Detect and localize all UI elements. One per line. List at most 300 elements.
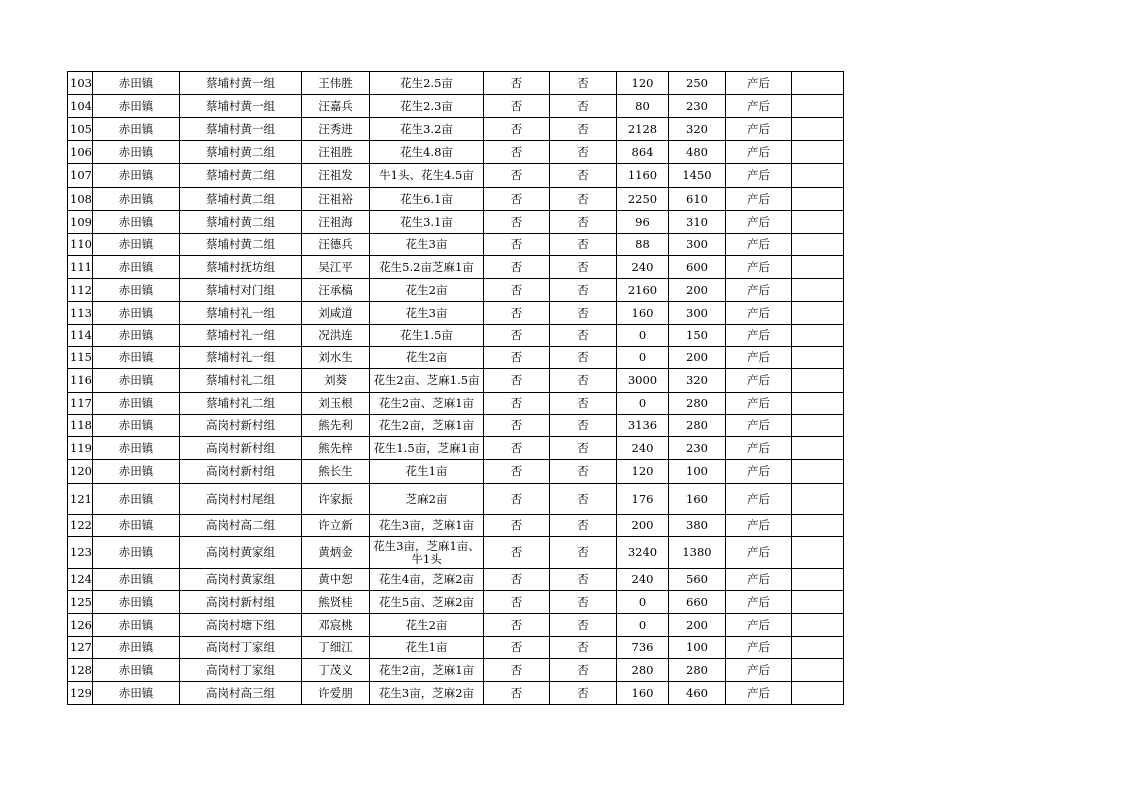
town-cell[interactable]: 赤田镇 [93,569,180,591]
note-cell[interactable] [792,614,844,637]
crops-cell[interactable]: 花生2亩，芝麻1亩 [370,659,484,682]
stage-cell[interactable]: 产后 [726,211,792,234]
village-group-cell[interactable]: 高岗村高三组 [180,682,302,705]
flag-cell-a[interactable]: 否 [484,415,550,437]
stage-cell[interactable]: 产后 [726,164,792,188]
note-cell[interactable] [792,437,844,460]
row-number[interactable]: 128 [68,659,93,682]
value-cell-b[interactable]: 200 [669,279,726,302]
value-cell-b[interactable]: 480 [669,141,726,164]
flag-cell-b[interactable]: 否 [550,188,617,211]
flag-cell-a[interactable]: 否 [484,256,550,279]
row-number[interactable]: 105 [68,118,93,141]
flag-cell-a[interactable]: 否 [484,484,550,515]
note-cell[interactable] [792,369,844,393]
note-cell[interactable] [792,279,844,302]
value-cell-a[interactable]: 2128 [617,118,669,141]
stage-cell[interactable]: 产后 [726,393,792,415]
village-group-cell[interactable]: 蔡埔村黄二组 [180,211,302,234]
value-cell-a[interactable]: 2160 [617,279,669,302]
village-group-cell[interactable]: 蔡埔村黄一组 [180,72,302,95]
crops-cell[interactable]: 花生2亩，芝麻1亩 [370,415,484,437]
flag-cell-b[interactable]: 否 [550,569,617,591]
value-cell-a[interactable]: 0 [617,347,669,369]
stage-cell[interactable]: 产后 [726,72,792,95]
flag-cell-a[interactable]: 否 [484,164,550,188]
name-cell[interactable]: 许爱朋 [302,682,370,705]
stage-cell[interactable]: 产后 [726,460,792,484]
village-group-cell[interactable]: 蔡埔村对门组 [180,279,302,302]
flag-cell-b[interactable]: 否 [550,614,617,637]
value-cell-b[interactable]: 1450 [669,164,726,188]
flag-cell-a[interactable]: 否 [484,682,550,705]
flag-cell-a[interactable]: 否 [484,72,550,95]
value-cell-a[interactable]: 120 [617,460,669,484]
row-number[interactable]: 110 [68,234,93,256]
note-cell[interactable] [792,460,844,484]
stage-cell[interactable]: 产后 [726,141,792,164]
value-cell-a[interactable]: 0 [617,614,669,637]
name-cell[interactable]: 刘水生 [302,347,370,369]
crops-cell[interactable]: 花生3.2亩 [370,118,484,141]
row-number[interactable]: 109 [68,211,93,234]
name-cell[interactable]: 刘咸道 [302,302,370,325]
town-cell[interactable]: 赤田镇 [93,141,180,164]
name-cell[interactable]: 汪祖胜 [302,141,370,164]
note-cell[interactable] [792,569,844,591]
town-cell[interactable]: 赤田镇 [93,591,180,614]
stage-cell[interactable]: 产后 [726,279,792,302]
crops-cell[interactable]: 花生1.5亩 [370,325,484,347]
note-cell[interactable] [792,164,844,188]
note-cell[interactable] [792,515,844,537]
village-group-cell[interactable]: 高岗村新村组 [180,591,302,614]
row-number[interactable]: 117 [68,393,93,415]
town-cell[interactable]: 赤田镇 [93,614,180,637]
row-number[interactable]: 108 [68,188,93,211]
name-cell[interactable]: 吴江平 [302,256,370,279]
value-cell-b[interactable]: 380 [669,515,726,537]
flag-cell-a[interactable]: 否 [484,659,550,682]
row-number[interactable]: 129 [68,682,93,705]
stage-cell[interactable]: 产后 [726,95,792,118]
town-cell[interactable]: 赤田镇 [93,325,180,347]
crops-cell[interactable]: 花生3亩 [370,302,484,325]
name-cell[interactable]: 丁茂义 [302,659,370,682]
flag-cell-a[interactable]: 否 [484,211,550,234]
flag-cell-a[interactable]: 否 [484,118,550,141]
value-cell-b[interactable]: 230 [669,95,726,118]
flag-cell-b[interactable]: 否 [550,460,617,484]
village-group-cell[interactable]: 蔡埔村黄一组 [180,95,302,118]
value-cell-b[interactable]: 300 [669,302,726,325]
stage-cell[interactable]: 产后 [726,614,792,637]
note-cell[interactable] [792,256,844,279]
crops-cell[interactable]: 花生2亩 [370,279,484,302]
value-cell-b[interactable]: 300 [669,234,726,256]
town-cell[interactable]: 赤田镇 [93,437,180,460]
value-cell-a[interactable]: 2250 [617,188,669,211]
flag-cell-a[interactable]: 否 [484,279,550,302]
value-cell-b[interactable]: 460 [669,682,726,705]
flag-cell-a[interactable]: 否 [484,569,550,591]
town-cell[interactable]: 赤田镇 [93,188,180,211]
name-cell[interactable]: 熊先利 [302,415,370,437]
value-cell-a[interactable]: 0 [617,591,669,614]
stage-cell[interactable]: 产后 [726,369,792,393]
flag-cell-b[interactable]: 否 [550,515,617,537]
town-cell[interactable]: 赤田镇 [93,369,180,393]
row-number[interactable]: 104 [68,95,93,118]
flag-cell-b[interactable]: 否 [550,72,617,95]
crops-cell[interactable]: 花生2.5亩 [370,72,484,95]
stage-cell[interactable]: 产后 [726,234,792,256]
name-cell[interactable]: 丁细江 [302,637,370,659]
note-cell[interactable] [792,484,844,515]
village-group-cell[interactable]: 蔡埔村礼二组 [180,369,302,393]
village-group-cell[interactable]: 蔡埔村礼一组 [180,325,302,347]
stage-cell[interactable]: 产后 [726,659,792,682]
value-cell-b[interactable]: 150 [669,325,726,347]
value-cell-b[interactable]: 660 [669,591,726,614]
village-group-cell[interactable]: 高岗村新村组 [180,415,302,437]
row-number[interactable]: 116 [68,369,93,393]
village-group-cell[interactable]: 蔡埔村礼一组 [180,302,302,325]
note-cell[interactable] [792,659,844,682]
crops-cell[interactable]: 花生6.1亩 [370,188,484,211]
row-number[interactable]: 125 [68,591,93,614]
village-group-cell[interactable]: 高岗村黄家组 [180,569,302,591]
town-cell[interactable]: 赤田镇 [93,484,180,515]
flag-cell-a[interactable]: 否 [484,537,550,569]
crops-cell[interactable]: 花生2亩、芝麻1亩 [370,393,484,415]
stage-cell[interactable]: 产后 [726,256,792,279]
flag-cell-b[interactable]: 否 [550,437,617,460]
village-group-cell[interactable]: 高岗村丁家组 [180,659,302,682]
crops-cell[interactable]: 牛1头、花生4.5亩 [370,164,484,188]
flag-cell-a[interactable]: 否 [484,188,550,211]
flag-cell-b[interactable]: 否 [550,211,617,234]
note-cell[interactable] [792,347,844,369]
town-cell[interactable]: 赤田镇 [93,302,180,325]
row-number[interactable]: 111 [68,256,93,279]
village-group-cell[interactable]: 蔡埔村抚坊组 [180,256,302,279]
crops-cell[interactable]: 花生3亩，芝麻1亩 [370,515,484,537]
name-cell[interactable]: 许家振 [302,484,370,515]
value-cell-a[interactable]: 3240 [617,537,669,569]
value-cell-b[interactable]: 280 [669,659,726,682]
note-cell[interactable] [792,72,844,95]
name-cell[interactable]: 汪嘉兵 [302,95,370,118]
flag-cell-a[interactable]: 否 [484,369,550,393]
town-cell[interactable]: 赤田镇 [93,256,180,279]
value-cell-a[interactable]: 96 [617,211,669,234]
stage-cell[interactable]: 产后 [726,637,792,659]
flag-cell-b[interactable]: 否 [550,415,617,437]
value-cell-b[interactable]: 200 [669,614,726,637]
note-cell[interactable] [792,95,844,118]
value-cell-a[interactable]: 160 [617,302,669,325]
name-cell[interactable]: 熊长生 [302,460,370,484]
row-number[interactable]: 123 [68,537,93,569]
crops-cell[interactable]: 花生3亩，芝麻2亩 [370,682,484,705]
flag-cell-b[interactable]: 否 [550,234,617,256]
stage-cell[interactable]: 产后 [726,118,792,141]
crops-cell[interactable]: 花生3.1亩 [370,211,484,234]
note-cell[interactable] [792,302,844,325]
row-number[interactable]: 126 [68,614,93,637]
town-cell[interactable]: 赤田镇 [93,460,180,484]
row-number[interactable]: 121 [68,484,93,515]
note-cell[interactable] [792,393,844,415]
value-cell-b[interactable]: 100 [669,460,726,484]
stage-cell[interactable]: 产后 [726,325,792,347]
name-cell[interactable]: 汪祖发 [302,164,370,188]
town-cell[interactable]: 赤田镇 [93,682,180,705]
value-cell-a[interactable]: 240 [617,256,669,279]
note-cell[interactable] [792,591,844,614]
town-cell[interactable]: 赤田镇 [93,95,180,118]
town-cell[interactable]: 赤田镇 [93,393,180,415]
name-cell[interactable]: 刘葵 [302,369,370,393]
crops-cell[interactable]: 花生5.2亩芝麻1亩 [370,256,484,279]
flag-cell-a[interactable]: 否 [484,325,550,347]
value-cell-b[interactable]: 250 [669,72,726,95]
stage-cell[interactable]: 产后 [726,515,792,537]
village-group-cell[interactable]: 高岗村塘下组 [180,614,302,637]
flag-cell-a[interactable]: 否 [484,515,550,537]
name-cell[interactable]: 王伟胜 [302,72,370,95]
row-number[interactable]: 114 [68,325,93,347]
town-cell[interactable]: 赤田镇 [93,537,180,569]
value-cell-b[interactable]: 610 [669,188,726,211]
table-row [68,302,844,325]
value-cell-b[interactable]: 1380 [669,537,726,569]
flag-cell-a[interactable]: 否 [484,591,550,614]
village-group-cell[interactable]: 高岗村高二组 [180,515,302,537]
flag-cell-b[interactable]: 否 [550,659,617,682]
town-cell[interactable]: 赤田镇 [93,234,180,256]
stage-cell[interactable]: 产后 [726,537,792,569]
value-cell-b[interactable]: 320 [669,369,726,393]
note-cell[interactable] [792,325,844,347]
flag-cell-b[interactable]: 否 [550,369,617,393]
village-group-cell[interactable]: 蔡埔村礼二组 [180,393,302,415]
row-number[interactable]: 127 [68,637,93,659]
note-cell[interactable] [792,211,844,234]
value-cell-a[interactable]: 864 [617,141,669,164]
note-cell[interactable] [792,234,844,256]
value-cell-a[interactable]: 160 [617,682,669,705]
row-number[interactable]: 120 [68,460,93,484]
flag-cell-b[interactable]: 否 [550,591,617,614]
flag-cell-b[interactable]: 否 [550,141,617,164]
name-cell[interactable]: 黄炳金 [302,537,370,569]
stage-cell[interactable]: 产后 [726,302,792,325]
town-cell[interactable]: 赤田镇 [93,72,180,95]
flag-cell-a[interactable]: 否 [484,302,550,325]
row-number[interactable]: 106 [68,141,93,164]
row-number[interactable]: 122 [68,515,93,537]
name-cell[interactable]: 汪祖海 [302,211,370,234]
value-cell-a[interactable]: 240 [617,437,669,460]
crops-cell[interactable]: 花生3亩 [370,234,484,256]
value-cell-a[interactable]: 280 [617,659,669,682]
value-cell-b[interactable]: 230 [669,437,726,460]
stage-cell[interactable]: 产后 [726,188,792,211]
crops-cell[interactable]: 花生2亩、芝麻1.5亩 [370,369,484,393]
town-cell[interactable]: 赤田镇 [93,211,180,234]
row-number[interactable]: 119 [68,437,93,460]
name-cell[interactable]: 汪承槁 [302,279,370,302]
flag-cell-a[interactable]: 否 [484,95,550,118]
note-cell[interactable] [792,118,844,141]
flag-cell-a[interactable]: 否 [484,437,550,460]
village-group-cell[interactable]: 蔡埔村黄二组 [180,141,302,164]
village-group-cell[interactable]: 蔡埔村黄二组 [180,234,302,256]
table-row [68,188,844,211]
value-cell-b[interactable]: 100 [669,637,726,659]
stage-cell[interactable]: 产后 [726,437,792,460]
crops-cell[interactable]: 花生1亩 [370,637,484,659]
village-group-cell[interactable]: 高岗村村尾组 [180,484,302,515]
flag-cell-b[interactable]: 否 [550,95,617,118]
note-cell[interactable] [792,682,844,705]
name-cell[interactable]: 刘玉根 [302,393,370,415]
crops-cell[interactable]: 花生1亩 [370,460,484,484]
value-cell-a[interactable]: 120 [617,72,669,95]
stage-cell[interactable]: 产后 [726,569,792,591]
crops-cell[interactable]: 花生4.8亩 [370,141,484,164]
flag-cell-a[interactable]: 否 [484,234,550,256]
village-group-cell[interactable]: 蔡埔村黄二组 [180,188,302,211]
flag-cell-a[interactable]: 否 [484,347,550,369]
crops-cell[interactable]: 花生4亩，芝麻2亩 [370,569,484,591]
value-cell-a[interactable]: 176 [617,484,669,515]
flag-cell-a[interactable]: 否 [484,637,550,659]
flag-cell-b[interactable]: 否 [550,682,617,705]
row-number[interactable]: 103 [68,72,93,95]
flag-cell-b[interactable]: 否 [550,118,617,141]
note-cell[interactable] [792,637,844,659]
flag-cell-b[interactable]: 否 [550,484,617,515]
value-cell-a[interactable]: 1160 [617,164,669,188]
town-cell[interactable]: 赤田镇 [93,279,180,302]
name-cell[interactable]: 汪德兵 [302,234,370,256]
row-number[interactable]: 113 [68,302,93,325]
village-group-cell[interactable]: 蔡埔村礼一组 [180,347,302,369]
value-cell-b[interactable]: 200 [669,347,726,369]
crops-cell[interactable]: 花生1.5亩，芝麻1亩 [370,437,484,460]
flag-cell-b[interactable]: 否 [550,347,617,369]
flag-cell-a[interactable]: 否 [484,460,550,484]
flag-cell-b[interactable]: 否 [550,256,617,279]
name-cell[interactable]: 邓宸桃 [302,614,370,637]
name-cell[interactable]: 况洪连 [302,325,370,347]
name-cell[interactable]: 黄中恕 [302,569,370,591]
value-cell-a[interactable]: 240 [617,569,669,591]
value-cell-b[interactable]: 320 [669,118,726,141]
crops-cell[interactable]: 花生3亩，芝麻1亩、牛1头 [370,537,484,569]
town-cell[interactable]: 赤田镇 [93,515,180,537]
town-cell[interactable]: 赤田镇 [93,164,180,188]
village-group-cell[interactable]: 高岗村新村组 [180,437,302,460]
value-cell-b[interactable]: 160 [669,484,726,515]
name-cell[interactable]: 汪祖裕 [302,188,370,211]
crops-cell[interactable]: 花生2亩 [370,347,484,369]
value-cell-b[interactable]: 310 [669,211,726,234]
stage-cell[interactable]: 产后 [726,415,792,437]
village-group-cell[interactable]: 蔡埔村黄二组 [180,164,302,188]
value-cell-b[interactable]: 280 [669,415,726,437]
name-cell[interactable]: 许立新 [302,515,370,537]
value-cell-a[interactable]: 3136 [617,415,669,437]
stage-cell[interactable]: 产后 [726,591,792,614]
village-group-cell[interactable]: 高岗村新村组 [180,460,302,484]
crops-cell[interactable]: 花生5亩、芝麻2亩 [370,591,484,614]
value-cell-a[interactable]: 80 [617,95,669,118]
value-cell-b[interactable]: 560 [669,569,726,591]
row-number[interactable]: 112 [68,279,93,302]
note-cell[interactable] [792,188,844,211]
row-number[interactable]: 124 [68,569,93,591]
village-group-cell[interactable]: 高岗村丁家组 [180,637,302,659]
crops-cell[interactable]: 花生2.3亩 [370,95,484,118]
value-cell-a[interactable]: 88 [617,234,669,256]
data-table [67,71,844,705]
name-cell[interactable]: 汪秀进 [302,118,370,141]
flag-cell-b[interactable]: 否 [550,302,617,325]
flag-cell-b[interactable]: 否 [550,537,617,569]
note-cell[interactable] [792,537,844,569]
village-group-cell[interactable]: 蔡埔村黄一组 [180,118,302,141]
town-cell[interactable]: 赤田镇 [93,347,180,369]
flag-cell-a[interactable]: 否 [484,614,550,637]
value-cell-a[interactable]: 3000 [617,369,669,393]
stage-cell[interactable]: 产后 [726,484,792,515]
flag-cell-b[interactable]: 否 [550,637,617,659]
town-cell[interactable]: 赤田镇 [93,637,180,659]
value-cell-a[interactable]: 736 [617,637,669,659]
flag-cell-b[interactable]: 否 [550,279,617,302]
value-cell-b[interactable]: 280 [669,393,726,415]
stage-cell[interactable]: 产后 [726,682,792,705]
flag-cell-b[interactable]: 否 [550,393,617,415]
town-cell[interactable]: 赤田镇 [93,415,180,437]
flag-cell-a[interactable]: 否 [484,141,550,164]
row-number[interactable]: 107 [68,164,93,188]
flag-cell-b[interactable]: 否 [550,325,617,347]
flag-cell-b[interactable]: 否 [550,164,617,188]
town-cell[interactable]: 赤田镇 [93,118,180,141]
row-number[interactable]: 115 [68,347,93,369]
value-cell-a[interactable]: 0 [617,325,669,347]
village-group-cell[interactable]: 高岗村黄家组 [180,537,302,569]
stage-cell[interactable]: 产后 [726,347,792,369]
town-cell[interactable]: 赤田镇 [93,659,180,682]
row-number[interactable]: 118 [68,415,93,437]
flag-cell-a[interactable]: 否 [484,393,550,415]
note-cell[interactable] [792,141,844,164]
crops-cell[interactable]: 芝麻2亩 [370,484,484,515]
value-cell-b[interactable]: 600 [669,256,726,279]
value-cell-a[interactable]: 0 [617,393,669,415]
name-cell[interactable]: 熊先梓 [302,437,370,460]
crops-cell[interactable]: 花生2亩 [370,614,484,637]
value-cell-a[interactable]: 200 [617,515,669,537]
note-cell[interactable] [792,415,844,437]
name-cell[interactable]: 熊贤桂 [302,591,370,614]
